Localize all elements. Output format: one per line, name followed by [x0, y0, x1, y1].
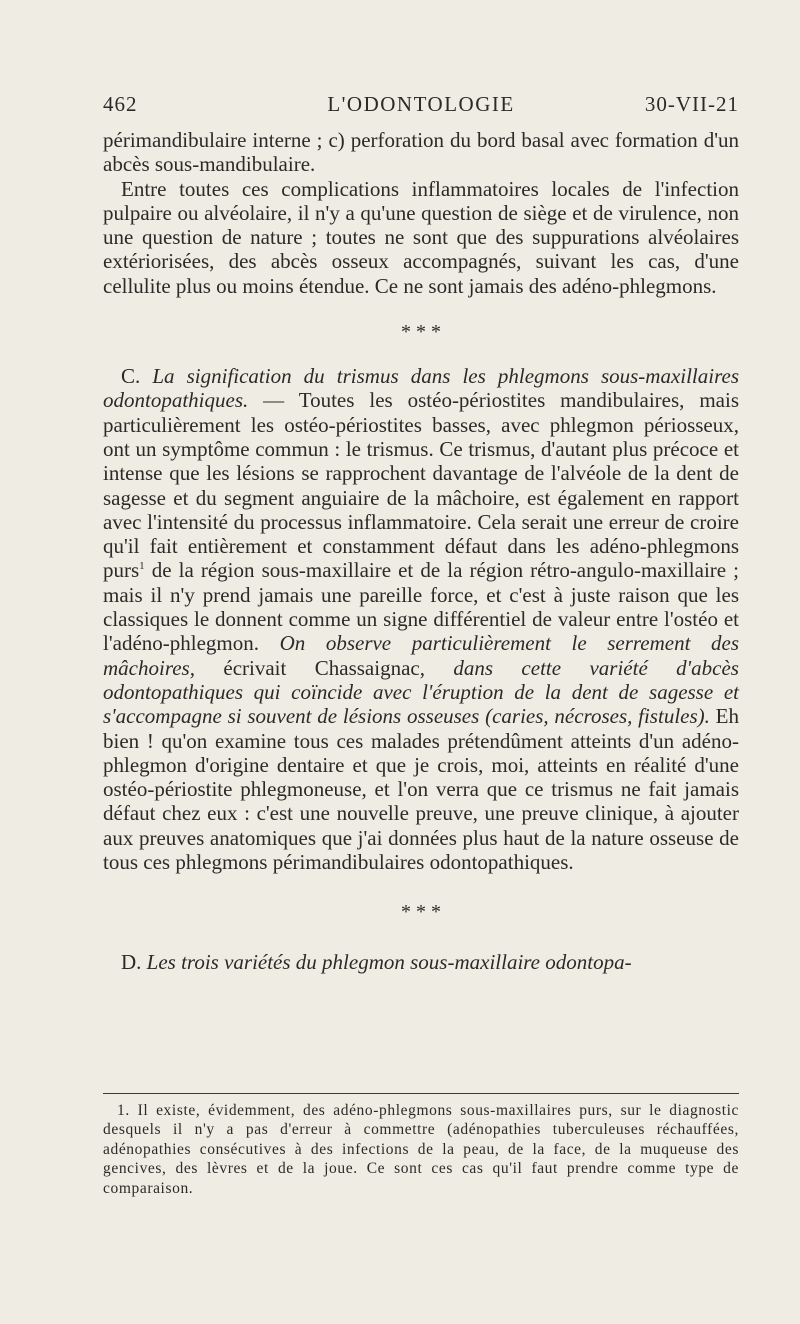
separator-asterisks-2: * * * — [401, 901, 441, 924]
main-text — [103, 128, 739, 975]
paragraph-3-text-a: — Toutes les ostéo-périostites mandibulaires, mais particulièrement les ostéo-périostites basses, avec phlegmon périosseux, ont un symptôme commun : le trismus. Ce trismus, d'autant plus précoce et intense que les lésions se rapprochent davantage de l'alvéole de la dent de sagesse et du segment anguiaire de la mâchoire, est également en rapport avec l'intensité du processus inflammatoire. Cela serait une erreur de croire qu'il fait entièrement et constamment défaut dans les adéno-phlegmons purs — [103, 388, 739, 583]
paragraph-3-text-d: Eh bien ! qu'on examine tous ces malades prétendûment atteints d'un adéno-phlegmon d'origine dentaire et que je crois, moi, atteints en réalité d'une ostéo-périostite phlegmoneuse, et l'on verra que ce trismus ne fait jamais défaut chez eux : c'est une nouvelle preuve, une preuve clinique, à ajouter aux preuves anatomiques que j'ai données plus haut de la nature osseuse de tous ces phlegmons périmandibulaires odontopathiques. — [103, 704, 739, 875]
paragraph-1: périmandibulaire interne ; c) perforation du bord basal avec formation d'un abcès sous-mandibulaire. — [103, 128, 739, 177]
footnote-ref: 1 — [139, 560, 145, 573]
separator-asterisks: * * * — [401, 321, 441, 344]
paragraph-4 — [103, 950, 739, 974]
page-number: 462 — [103, 92, 138, 116]
footnote-text: 1. Il existe, évidemment, des adéno-phlegmons sous-maxillaires purs, sur le diagnostic desquels il n'y a pas d'erreur à commettre (adénopathies tuberculeuses réchauffées, adénopathies consécutives à des infections de la peau, de la face, de la muqueuse des gencives, des lèvres et de la joue. Ce sont ces cas qu'il faut prendre comme type de comparaison. — [103, 1102, 739, 1197]
quote-chassaignac-1: On observe particulièrement le serrement des mâchoires, — [103, 631, 739, 680]
section-c-title: La signification du trismus dans les phlegmons sous-maxillaires odontopathiques. — [103, 364, 739, 413]
running-header — [103, 92, 739, 122]
quote-chassaignac-2: dans cette variété d'abcès odontopathiques qui coïncide avec l'éruption de la dent de sagesse et s'accompagne si souvent de lésions osseuses (caries, nécroses, fistules). — [103, 655, 739, 729]
issue-date: 30-VII-21 — [644, 92, 739, 116]
section-separator-2 — [103, 901, 739, 924]
paragraph-3 — [103, 364, 739, 874]
paragraph-3-text-b: de la région sous-maxillaire et de la région rétro-angulo-maxillaire ; mais il n'y prend jamais une pareille force, et c'est à juste raison que les classiques le donnent comme un signe différentiel de valeur entre l'ostéo et l'adéno-phlegmon. — [103, 558, 739, 656]
paragraph-2: Entre toutes ces complications inflammatoires locales de l'infection pulpaire ou alvéolaire, il n'y a qu'une question de siège et de virulence, non une question de nature ; toutes ne sont que des suppurations alvéolaires extériorisées, des abcès osseux accompagnés, suivant les cas, d'une cellulite plus ou moins étendue. Ce ne sont jamais des adéno-phlegmons. — [103, 176, 739, 298]
footnote — [103, 1101, 739, 1198]
running-title: L'ODONTOLOGIE — [327, 92, 515, 116]
section-c-label: C. — [121, 364, 153, 389]
footnote-rule — [103, 1093, 739, 1094]
section-separator — [103, 321, 739, 344]
paragraph-3-text-c: écrivait Chassaignac, — [194, 655, 454, 680]
section-d-label: D. — [121, 950, 147, 975]
section-d-title: Les trois variétés du phlegmon sous-maxillaire odontopa- — [146, 950, 632, 975]
